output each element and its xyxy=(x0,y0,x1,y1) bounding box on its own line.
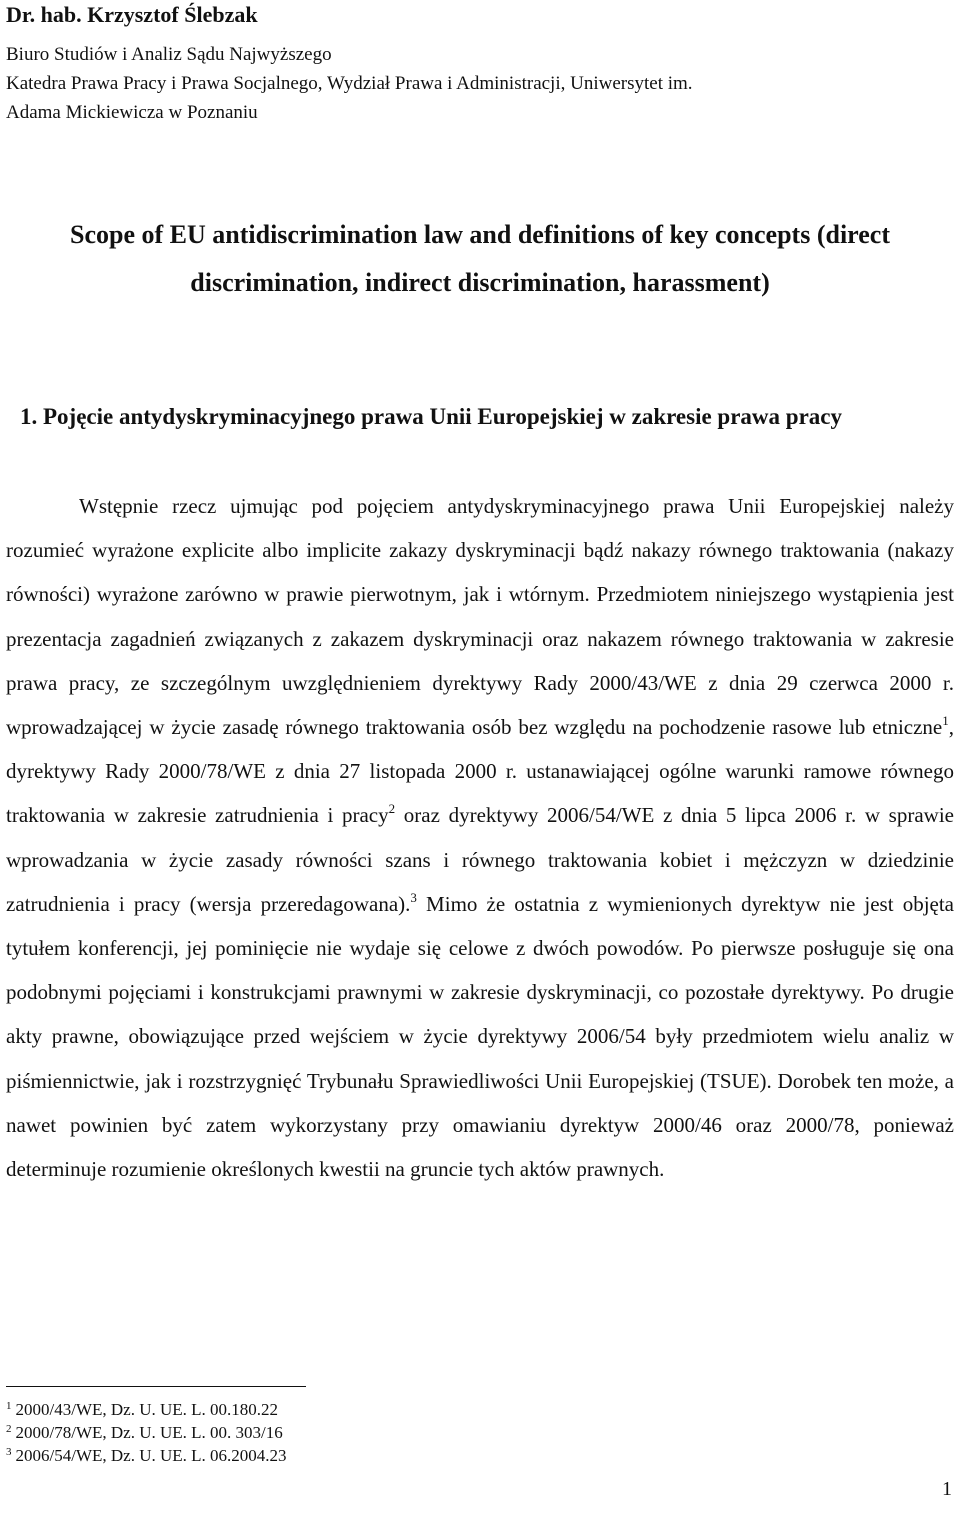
paper-title-line-1: Scope of EU antidiscrimination law and definitions of key concepts (direct xyxy=(70,220,890,249)
footnote-1 xyxy=(6,1400,278,1420)
footnote-ref-1[interactable]: 1 xyxy=(942,713,949,729)
paper-title-line-2: discrimination, indirect discrimination, harassment) xyxy=(190,268,770,297)
body-text-segment-3: oraz dyrektywy 2006/54/WE z dnia 5 lipca 2006 r. w sprawie wprowadzania w życie zasady równości szans i równego traktowania kobiet i mężczyzn w dziedzinie zatrudnienia i pracy (wersja przeredagowana). xyxy=(6,803,954,916)
footnote-number: 3 xyxy=(6,1446,12,1458)
footnote-2 xyxy=(6,1423,283,1443)
footnote-number: 2 xyxy=(6,1423,12,1435)
body-text-segment-4: Mimo że ostatnia z wymienionych dyrektyw nie jest objęta tytułem konferencji, jej pominięcie nie wydaje się celowe z dwóch powodów. Po pierwsze posługuje się ona podobnymi pojęciami i konstrukcjami prawnymi w zakresie dyskryminacji, co pozostałe dyrektywy. Po drugie akty prawne, obowiązujące przed wejściem w życie dyrektywy 2006/54 były przedmiotem wielu analiz w piśmiennictwie, jak i rozstrzygnięć Trybunału Sprawiedliwości Unii Europejskiej (TSUE). Dorobek ten może, a nawet powinien być zatem wykorzystany przy omawianiu dyrektyw 2000/46 oraz 2000/78, ponieważ determinuje rozumienie określonych kwestii na gruncie tych aktów prawnych. xyxy=(6,891,955,1182)
affiliation-line-1: Biuro Studiów i Analiz Sądu Najwyższego xyxy=(6,44,332,65)
footnote-ref-2[interactable]: 2 xyxy=(388,801,396,817)
footnote-separator xyxy=(6,1386,306,1387)
footnote-number: 1 xyxy=(6,1400,12,1412)
page-number: 1 xyxy=(942,1478,952,1500)
section-heading: 1. Pojęcie antydyskryminacyjnego prawa Unii Europejskiej w zakresie prawa pracy xyxy=(20,404,842,429)
footnote-ref-3[interactable]: 3 xyxy=(410,889,417,905)
body-text-segment-2: , dyrektywy Rady 2000/78/WE z dnia 27 listopada 2000 r. ustanawiającej ogólne warunki ramowe równego traktowania w zakresie zatrudnienia i pracy xyxy=(6,715,954,828)
author-name: Dr. hab. Krzysztof Ślebzak xyxy=(6,2,258,27)
body-text-segment-1: Wstępnie rzecz ujmując pod pojęciem antydyskryminacyjnego prawa Unii Europejskiej należy rozumieć wyrażone explicite albo implicite zakazy dyskryminacji bądź nakazy równego traktowania (nakazy równości) wyrażone zarówno w prawie pierwotnym, jak i wtórnym. Przedmiotem niniejszego wystąpienia jest prezentacja zagadnień związanych z zakazem dyskryminacji oraz nakazem równego traktowania w zakresie prawa pracy, ze szczególnym uwzględnieniem dyrektywy Rady 2000/43/WE z dnia 29 czerwca 2000 r. wprowadzającej w życie zasadę równego traktowania osób bez względu na pochodzenie rasowe lub etniczne xyxy=(6,494,954,740)
affiliation-line-3: Adama Mickiewicza w Poznaniu xyxy=(6,102,258,123)
footnote-text: 2006/54/WE, Dz. U. UE. L. 06.2004.23 xyxy=(15,1446,287,1465)
footnote-3 xyxy=(6,1446,287,1466)
body-paragraph xyxy=(6,484,954,1191)
body-text xyxy=(6,484,954,1191)
footnote-text: 2000/78/WE, Dz. U. UE. L. 00. 303/16 xyxy=(15,1423,283,1442)
affiliation-line-2: Katedra Prawa Pracy i Prawa Socjalnego, Wydział Prawa i Administracji, Uniwersytet im. xyxy=(6,73,693,94)
footnote-text: 2000/43/WE, Dz. U. UE. L. 00.180.22 xyxy=(15,1400,279,1419)
